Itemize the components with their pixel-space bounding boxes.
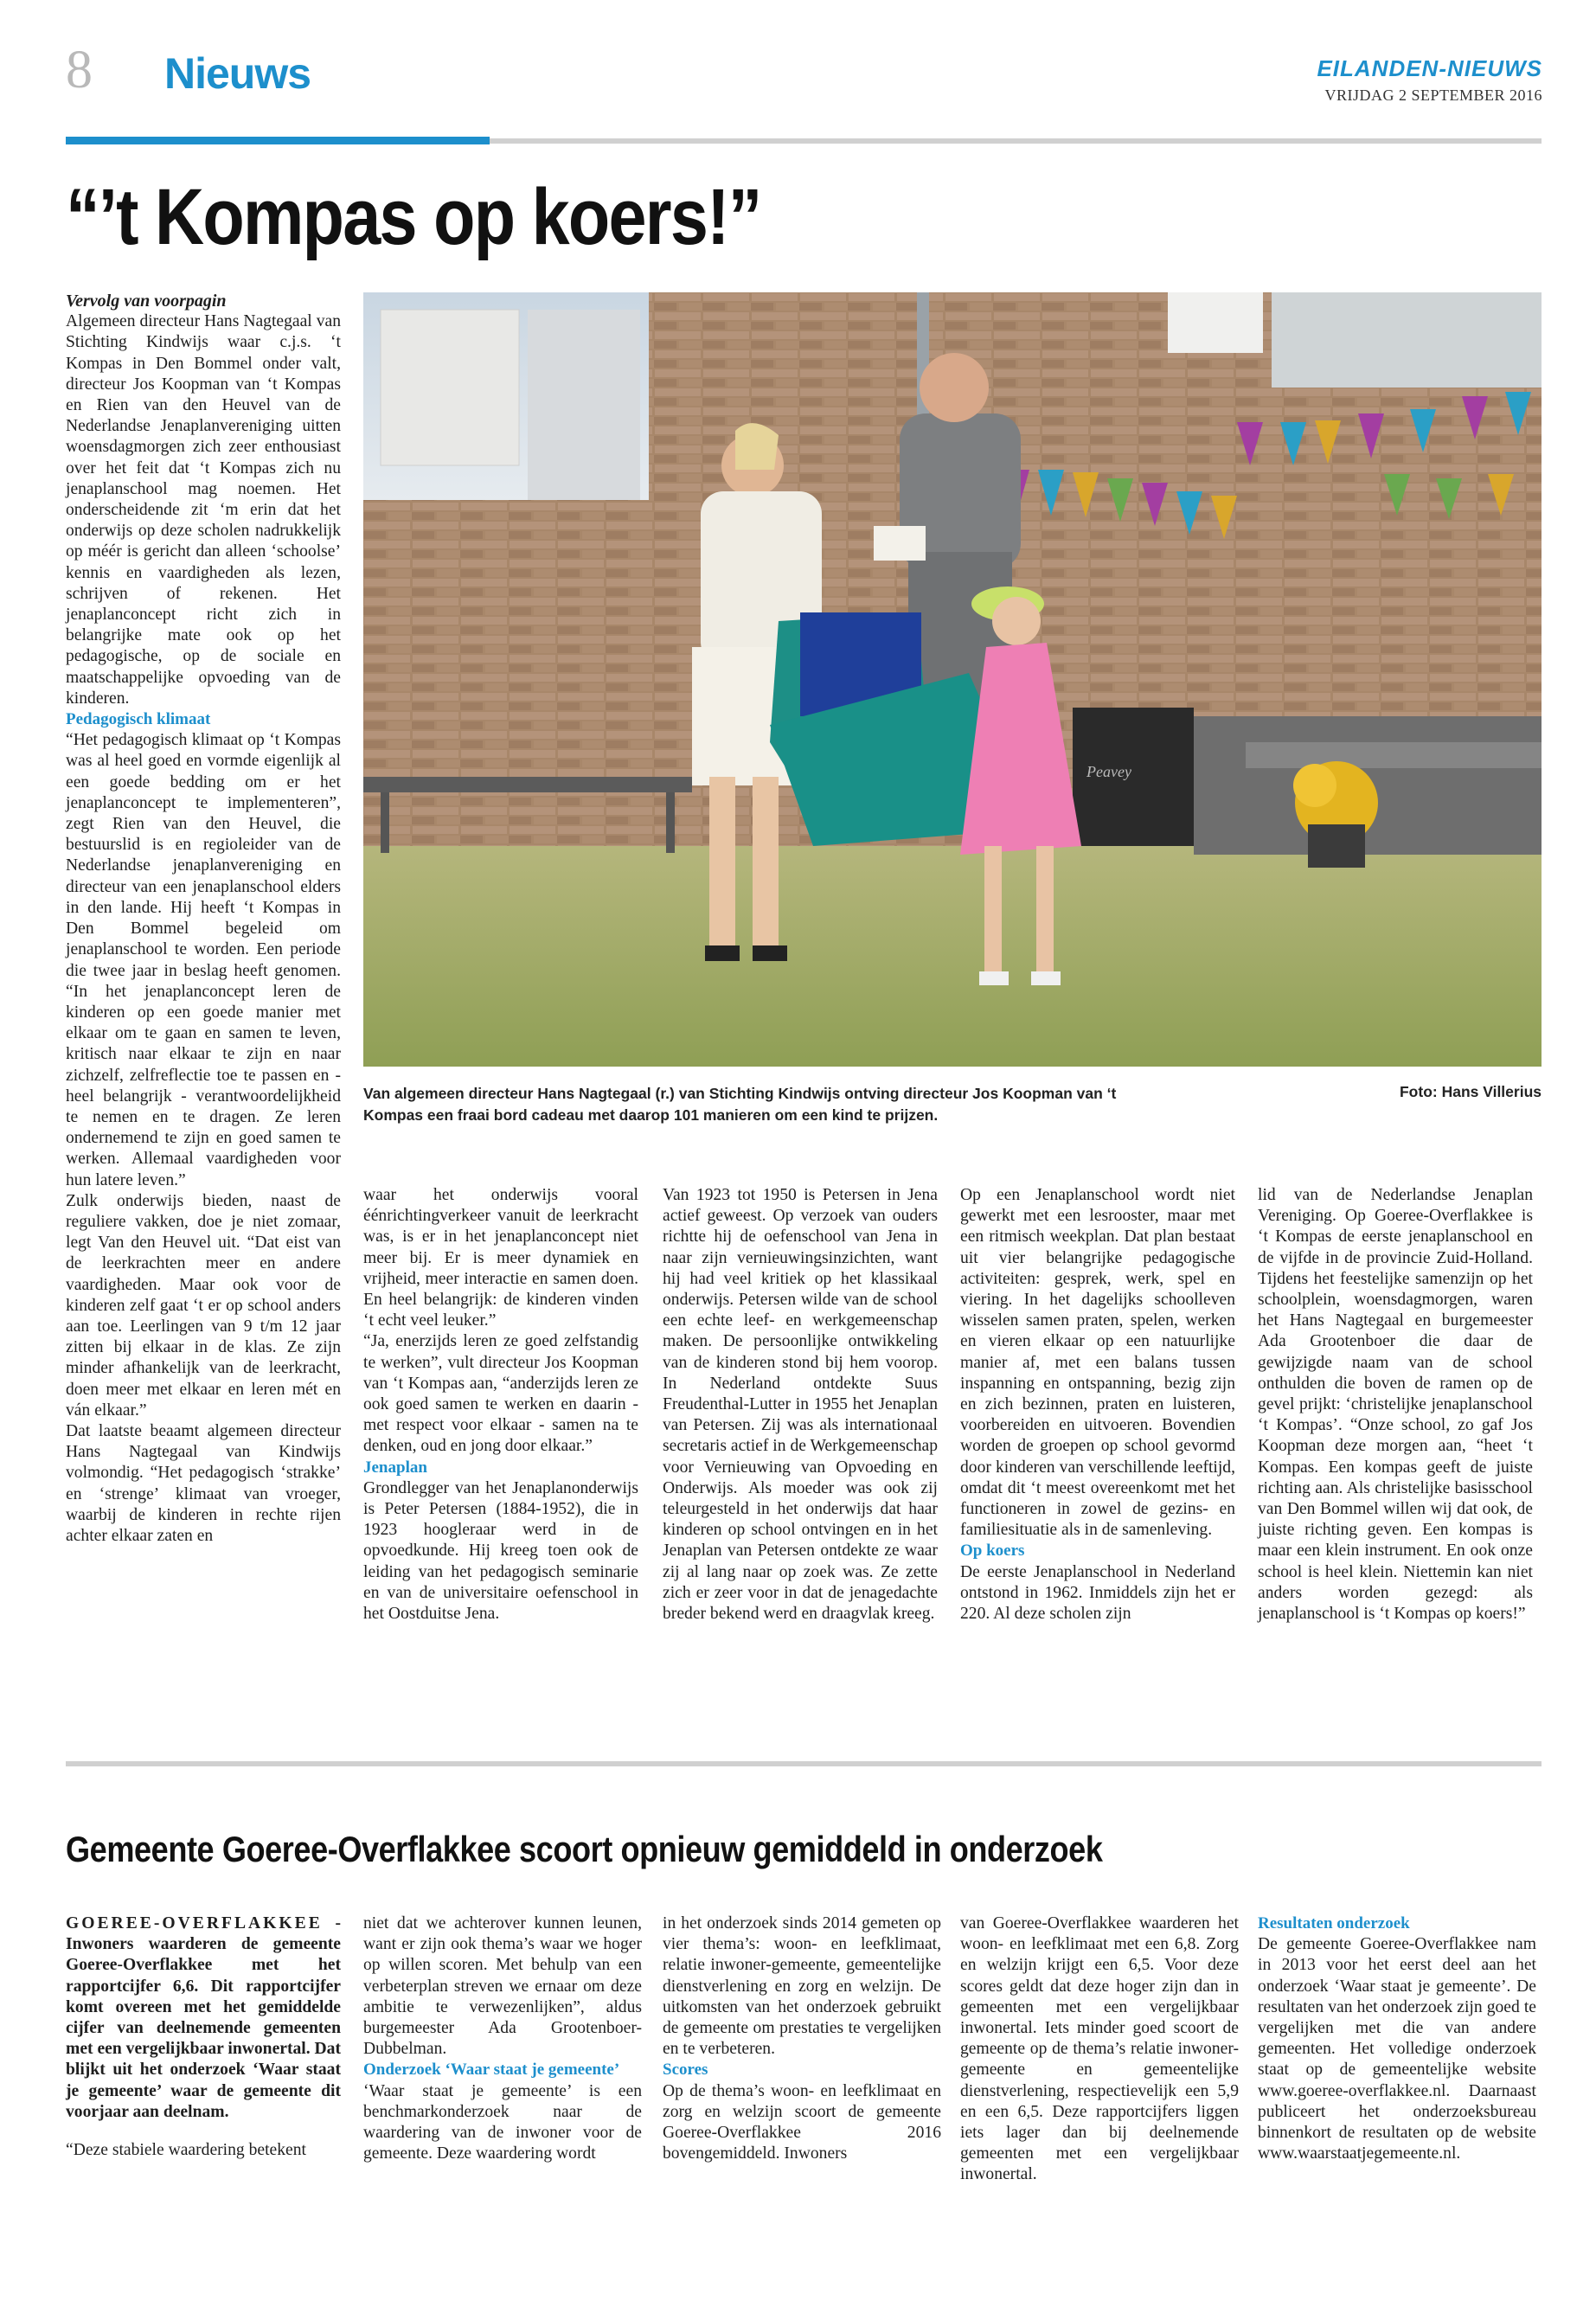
article-2-column-1 [66, 1913, 341, 2161]
paragraph: “Deze stabiele waardering betekent [66, 2141, 306, 2160]
article-2-column-3 [663, 1913, 941, 2164]
paragraph: “Het pedagogisch klimaat op ‘t Kompas was al heel goed en vormde eigenlijk al een goede bedding om er het jenaplanconcept te implementeren”, zegt Rien van den Heuvel, die bestuurslid is en regioleider van de Nederlandse jenaplanvereniging en directeur van een jenaplanschool elders in den lande. Hij heeft ‘t Kompas in Den Bommel begeleid om jenaplanschool te worden. Een periode die twee jaar in beslag heeft genomen. “In het jenaplanconcept leren de kinderen op een goede manier met elkaar om te gaan en samen te leven, kritisch naar elkaar te zijn en naar zichzelf, zelfreflectie toe te passen en - heel belangrijk - verantwoordelijkheid te nemen en te dragen. Ze leren ondernemend te zijn en goed samen te werken. Allemaal vaardigheden voor hun latere leven.” [66, 731, 341, 1189]
paragraph: Op de thema’s woon- en leefklimaat en zorg en welzijn scoort de gemeente Goeree-Overflakkee 2016 bovengemiddeld. Inwoners [663, 2081, 941, 2163]
article-photo [363, 292, 1542, 1067]
paragraph: Grondlegger van het Jenaplanonderwijs is Peter Petersen (1884-1952), die in 1923 hoogleraar werd in de opvoedkunde. Hij kreeg toen ook de leiding van het pedagogisch seminarie en van de universitaire oefenschool in het Oostduitse Jena. [363, 1478, 638, 1624]
article-column-5 [1258, 1185, 1533, 1625]
subheading: Onderzoek ‘Waar staat je gemeente’ [363, 2061, 620, 2080]
paragraph: Algemeen directeur Hans Nagtegaal van Stichting Kindwijs waar c.j.s. ‘t Kompas in Den Bommel onder valt, directeur Jos Koopman van ‘t Kompas en Rien van den Heuvel van de Nederlandse Jenaplanvereniging uitten woensdagmorgen zich zeer enthousiast over het feit dat ‘t Kompas zich nu jenaplanschool mag noemen. Het onderscheidende zit ‘m erin dat het onderwijs op deze scholen nadrukkelijk op méér is gericht dan alleen ‘schoolse’ kennis en vaardigheden als lezen, schrijven of rekenen. Het jenaplanconcept richt zich in belangrijke mate ook op het pedagogische, op de sociale en maatschappelijke opvoeding van de kinderen. [66, 312, 341, 708]
article-column-4 [960, 1185, 1235, 1625]
section-title: Nieuws [164, 49, 311, 98]
newspaper-logo: EILANDEN-NIEUWS [1317, 55, 1542, 81]
article-headline: “’t Kompas op koers!” [66, 173, 761, 261]
subheading: Op koers [960, 1541, 1025, 1561]
paragraph: van Goeree-Overflakkee waarderen het woon- en leefklimaat met een 6,8. Zorg en welzijn krijgt een 6,5. Voor deze scores geldt dat deze hoger zijn dan in gemeenten met een vergelijkbaar inwonertal. Iets minder goed scoort de gemeente op de thema’s relatie inwoner-gemeente en gemeentelijke dienstverlening, respectievelijk een 5,9 en een 6,5. Deze rapportcijfers liggen iets lager dan bij deelnemende gemeenten met een vergelijkbaar inwonertal. [960, 1914, 1239, 2184]
paragraph: Dat laatste beaamt algemeen directeur Hans Nagtegaal van Kindwijs volmondig. “Het pedagogisch ‘strakke’ en ‘strenge’ klimaat van vroeger, waarbij de kinderen in rechte rijen achter elkaar zaten en [66, 1421, 341, 1545]
lead-paragraph [66, 1913, 341, 2123]
subheading: Resultaten onderzoek [1258, 1914, 1410, 1932]
caption-text: Van algemeen directeur Hans Nagtegaal (r.) van Stichting Kindwijs ontving directeur Jos Koopman van ‘t Kompas een fraai bord cadeau met daarop 101 manieren om een kind te prijzen. [363, 1085, 1117, 1124]
article-2-column-5 [1258, 1913, 1536, 2164]
header-accent-rule [66, 137, 490, 144]
publication-date: VRIJDAG 2 SEPTEMBER 2016 [1324, 87, 1542, 104]
paragraph: De eerste Jenaplanschool in Nederland ontstond in 1962. Inmiddels zijn het er 220. Al deze scholen zijn [960, 1562, 1235, 1624]
lead-text: - Inwoners waarderen de gemeente Goeree-Overflakkee met het rapportcijfer 6,6. Dit rapportcijfer komt overeen met het gemiddelde cijfer van deelnemende gemeenten met een vergelijkbaar inwonertal. Dat blijkt uit het onderzoek ‘Waar staat je gemeente’ waar de gemeente dit voorjaar aan deelnam. [66, 1914, 341, 2121]
subheading: Jenaplan [363, 1458, 427, 1477]
subheading: Pedagogisch klimaat [66, 710, 211, 729]
subheading: Scores [663, 2061, 708, 2080]
paragraph: waar het onderwijs vooral éénrichtingverkeer vanuit de leerkracht was, is er in het jenaplanconcept niet meer bij. Er is meer dynamiek en vrijheid, meer interactie en samen doen. En heel belangrijk: de kinderen vinden ‘t echt veel leuker.” [363, 1186, 638, 1330]
article-2-column-2 [363, 1913, 642, 2164]
article-column-3 [663, 1185, 938, 1625]
paragraph: lid van de Nederlandse Jenaplan Vereniging. Op Goeree-Overflakkee is ‘t Kompas de eerste jenaplanschool en de vijfde in de provincie Zuid-Holland. Tijdens het feestelijke samenzijn op het schoolplein, woensdagmorgen, waren het Hans Nagtegaal en burgemeester Ada Grootenboer die daar de gewijzigde naam van de school onthulden die boven de ramen op de gevel prijkt: ‘christelijke jenaplanschool ‘t Kompas’. “Onze school, zo gaf Jos Koopman deze morgen aan, “heet ‘t Kompas. Een kompas geeft de juiste richting aan. Als christelijke basisschool van Den Bommel willen wij dat ook, de juiste richting geven. Een kompas is maar een klein instrument. En ook onze school is heel klein. Niettemin kan niet anders worden gezegd: als jenaplanschool is ‘t Kompas op koers!” [1258, 1186, 1533, 1624]
photo-illustration [363, 292, 1542, 1067]
paragraph: Op een Jenaplanschool wordt niet gewerkt met een lesrooster, maar met een ritmisch weekplan. Dat plan bestaat uit vier belangrijke pedagogische activiteiten: gesprek, werk, spel en viering. In het dagelijks schoolleven wisselen samen praten, spelen, werken en vieren elkaar op een natuurlijke manier af, met een balans tussen inspanning en ontspanning, bezig zijn en zich bezinnen, praten en luisteren, voorbereiden en uitvoeren. Bovendien worden de groepen op school gevormd door kinderen van verschillende leeftijd, omdat dit ‘t meest overeenkomt met het functioneren in zowel de gezins- en familiesituatie als in de samenleving. [960, 1186, 1235, 1540]
paragraph: niet dat we achterover kunnen leunen, want er zijn ook thema’s waar we hoger op willen scoren. Met behulp van een verbeterplan streven we ernaar om deze ambitie te verwezenlijken”, aldus burgemeester Ada Grootenboer-Dubbelman. [363, 1914, 642, 2059]
section-divider [66, 1761, 1542, 1766]
paragraph: ‘Waar staat je gemeente’ is een benchmarkonderzoek naar de waardering van de inwoner voor de gemeente. Deze waardering wordt [363, 2081, 642, 2163]
paragraph: “Ja, enerzijds leren ze goed zelfstandig te werken”, vult directeur Jos Koopman van ‘t Kompas aan, “anderzijds leren ze ook goed samen te werken en daarin - met respect voor elkaar - samen na te denken, oud en jong door elkaar.” [363, 1332, 638, 1456]
article-column-1 [66, 291, 341, 1547]
paragraph: in het onderzoek sinds 2014 gemeten op vier thema’s: woon- en leefklimaat, relatie inwoner-gemeente, gemeentelijke dienstverlening en zorg en welzijn. De uitkomsten van het onderzoek gebruikt de gemeente om prestaties te vergelijken en te verbeteren. [663, 1914, 941, 2059]
article-column-2 [363, 1185, 638, 1625]
paragraph: De gemeente Goeree-Overflakkee nam in 2013 voor het eerst deel aan het onderzoek ‘Waar staat je gemeente’. De resultaten van het onderzoek zijn goed te vergelijken met die van andere gemeenten. Het volledige onderzoek staat op de gemeentelijke website www.goeree-overflakkee.nl. Daarnaast publiceert het onderzoeksbureau binnenkort de resultaten op de website www.waarstaatjegemeente.nl. [1258, 1935, 1536, 2163]
photo-caption [363, 1083, 1542, 1126]
article-2-column-4 [960, 1913, 1239, 2186]
dateline: GOEREE-OVERFLAKKEE [66, 1914, 323, 1932]
page-number: 8 [66, 41, 93, 99]
kicker: Vervolg van voorpagin [66, 292, 227, 311]
photo-credit: Foto: Hans Villerius [1399, 1083, 1542, 1100]
paragraph: Van 1923 tot 1950 is Petersen in Jena actief geweest. Op verzoek van ouders richtte hij de oefenschool van Jena in naar zijn vernieuwingsinzichten, want hij had veel kritiek op het klassikaal onderwijs. Petersen wilde van de school een echte leef- en werkgemeenschap maken. De persoonlijke ontwikkeling van de kinderen stond bij hem voorop. In Nederland ontdekte Suus Freudenthal-Lutter in 1955 het Jenaplan van Petersen. Zij was als internationaal secretaris actief in de Werkgemeenschap voor Vernieuwing van Opvoeding en Onderwijs. Als moeder was ook zij teleurgesteld in het onderwijs dat haar kinderen op school ontvingen en in het Jenaplan van Petersen ontdekte ze waar zij al lang naar op zoek was. Ze zette zich er zeer voor in dat de jenagedachte breder bekend werd en draagvlak kreeg. [663, 1186, 938, 1624]
article-2-headline: Gemeente Goeree-Overflakkee scoort opnieuw gemiddeld in onderzoek [66, 1829, 1103, 1869]
amp-logo: Peavey [1086, 763, 1131, 780]
paragraph: Zulk onderwijs bieden, naast de reguliere vakken, doe je niet zomaar, legt Van den Heuvel uit. “Dat eist van de leerkrachten meer en andere vaardigheden. Maar ook voor de kinderen zelf gaat ‘t er op school anders aan toe. Leerlingen van 9 t/m 12 jaar zitten bij elkaar in de klas. Ze zijn minder afhankelijk van de leerkracht, doen meer met elkaar en leren mét en ván elkaar.” [66, 1191, 341, 1420]
